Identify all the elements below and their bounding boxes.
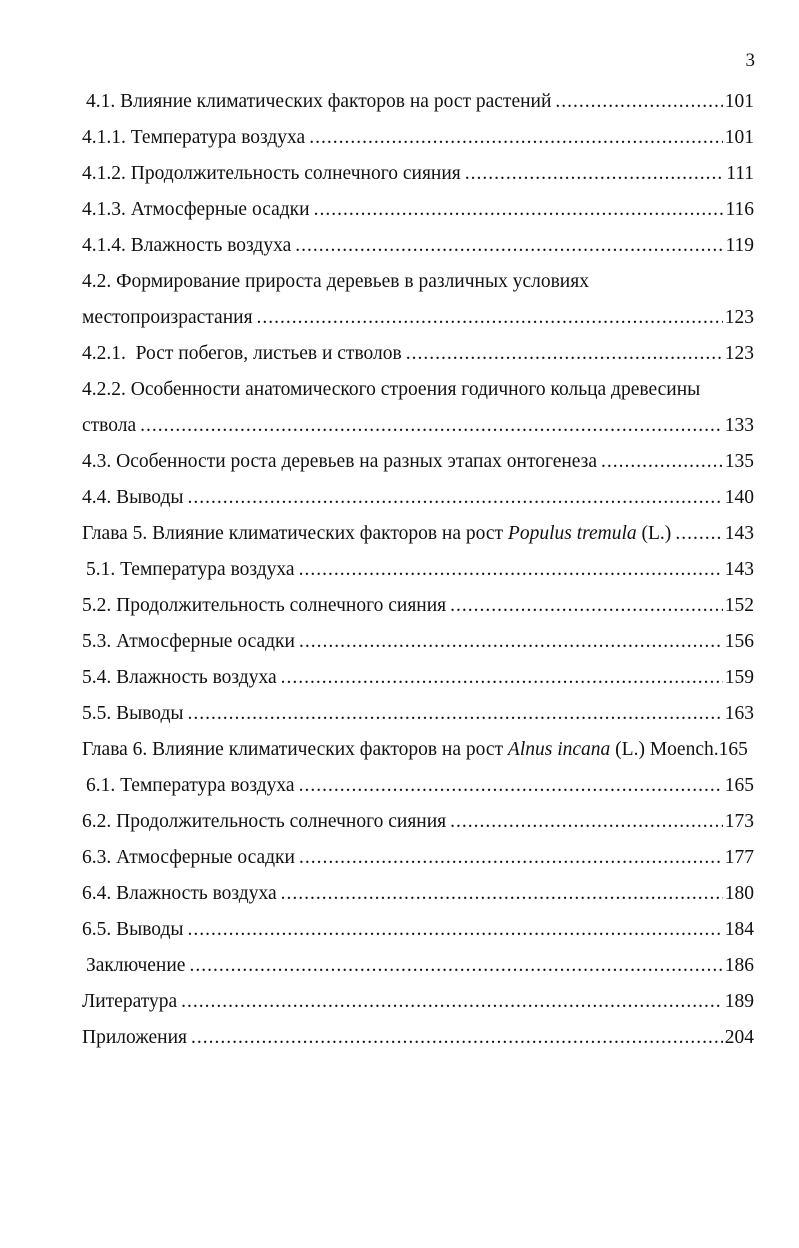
toc-entry[interactable] <box>82 984 754 1020</box>
dot-leader <box>188 480 723 516</box>
toc-entry[interactable] <box>82 1020 754 1056</box>
toc-entry[interactable] <box>82 408 754 444</box>
dot-leader <box>191 1020 723 1056</box>
toc-entry-page: 184 <box>724 919 754 940</box>
toc-entry[interactable] <box>82 804 754 840</box>
dot-leader <box>450 588 723 624</box>
toc-entry-page: 116 <box>725 199 754 220</box>
toc-entry-page: 156 <box>724 631 754 652</box>
toc-entry[interactable] <box>82 480 754 516</box>
toc-entry-page: 101 <box>724 91 754 112</box>
dot-leader <box>188 696 723 732</box>
toc-entry-page: 165 <box>724 775 754 796</box>
toc-entry-label: 4.3. Особенности роста деревьев на разных этапах онтогенеза <box>82 451 598 472</box>
dot-leader <box>675 516 722 552</box>
toc-entry[interactable] <box>82 336 754 372</box>
toc-entry-label: 4.2.1. Рост побегов, листьев и стволов <box>82 343 402 364</box>
toc-entry-page: 186 <box>724 955 754 976</box>
toc-entry-label: ствола <box>82 415 137 436</box>
toc-entry-page: 135 <box>724 451 754 472</box>
dot-leader <box>299 624 723 660</box>
toc-entry-label: 6.1. Температура воздуха <box>86 775 295 796</box>
toc-entry-page: 159 <box>724 667 754 688</box>
dot-leader <box>299 552 723 588</box>
toc-entry-page: 177 <box>724 847 754 868</box>
toc-entry-label: 6.5. Выводы <box>82 919 184 940</box>
toc-entry-page: 189 <box>724 991 754 1012</box>
species-author: (L.) <box>636 523 672 544</box>
toc-entry[interactable] <box>82 696 754 732</box>
dot-leader <box>450 804 723 840</box>
toc-entry[interactable] <box>82 912 754 948</box>
toc-entry[interactable] <box>82 588 754 624</box>
toc-entry-label: 6.2. Продолжительность солнечного сияния <box>82 811 447 832</box>
dot-leader <box>555 84 722 120</box>
dot-leader <box>465 156 724 192</box>
toc-entry[interactable] <box>82 552 754 588</box>
toc-entry[interactable] <box>82 948 754 984</box>
toc-entry-label: 4.1.1. Температура воздуха <box>82 127 306 148</box>
toc-entry[interactable] <box>82 120 754 156</box>
dot-leader <box>188 912 723 948</box>
toc-entry[interactable] <box>82 876 754 912</box>
toc-entry-page: 123 <box>724 343 754 364</box>
dot-leader <box>295 228 723 264</box>
toc-entry[interactable] <box>82 768 754 804</box>
toc-entry[interactable] <box>82 300 754 336</box>
toc-entry-heading[interactable] <box>82 264 754 300</box>
dot-leader <box>181 984 723 1020</box>
toc-entry-page: 204 <box>724 1027 754 1048</box>
toc-entry-label: 4.4. Выводы <box>82 487 184 508</box>
toc-entry-page: 133 <box>724 415 754 436</box>
dot-leader <box>314 192 724 228</box>
toc-entry-label: 4.1.3. Атмосферные осадки <box>82 199 310 220</box>
species-name: Populus tremula <box>507 523 637 544</box>
toc-entry-page: 140 <box>724 487 754 508</box>
toc-entry-label: Литература <box>82 991 178 1012</box>
table-of-contents <box>82 84 754 1056</box>
toc-entry[interactable] <box>82 624 754 660</box>
dot-leader <box>299 840 723 876</box>
toc-entry-label: 5.4. Влажность воздуха <box>82 667 277 688</box>
toc-entry-chapter-5[interactable] <box>82 516 754 552</box>
toc-entry-label: Заключение <box>86 955 186 976</box>
toc-entry-label: 4.1.4. Влажность воздуха <box>82 235 292 256</box>
toc-entry-page: 119 <box>725 235 754 256</box>
species-author: (L.) Moench. <box>610 739 719 760</box>
toc-entry-label: 5.1. Температура воздуха <box>86 559 295 580</box>
toc-entry-heading[interactable] <box>82 372 754 408</box>
toc-entry-label: 4.1.2. Продолжительность солнечного сияния <box>82 163 461 184</box>
toc-entry[interactable] <box>82 840 754 876</box>
chapter-title: Глава 5. Влияние климатических факторов на рост <box>82 523 508 544</box>
toc-entry-label: 6.3. Атмосферные осадки <box>82 847 295 868</box>
dot-leader <box>140 408 723 444</box>
toc-entry-page: 163 <box>724 703 754 724</box>
dot-leader <box>406 336 723 372</box>
toc-entry-page: 101 <box>724 127 754 148</box>
dot-leader <box>257 300 723 336</box>
chapter-title: Глава 6. Влияние климатических факторов на рост <box>82 739 508 760</box>
toc-entry-chapter-6[interactable] <box>82 732 754 768</box>
toc-entry[interactable] <box>82 228 754 264</box>
toc-entry-page: 143 <box>724 559 754 580</box>
toc-entry-label: Приложения <box>82 1027 187 1048</box>
dot-leader <box>309 120 723 156</box>
dot-leader <box>189 948 722 984</box>
toc-entry-page: 111 <box>726 163 754 184</box>
dot-leader <box>281 876 723 912</box>
toc-entry-label: 5.2. Продолжительность солнечного сияния <box>82 595 447 616</box>
toc-entry-label: 4.2.2. Особенности анатомического строения годичного кольца древесины <box>82 379 701 400</box>
page-number: 3 <box>745 50 755 71</box>
toc-entry[interactable] <box>82 84 754 120</box>
toc-entry-label: 6.4. Влажность воздуха <box>82 883 277 904</box>
toc-entry-page: 165 <box>718 739 748 760</box>
toc-entry-page: 152 <box>724 595 754 616</box>
dot-leader <box>601 444 723 480</box>
toc-entry-label: 4.2. Формирование прироста деревьев в различных условиях <box>82 271 589 292</box>
toc-entry-page: 123 <box>724 307 754 328</box>
toc-entry[interactable] <box>82 660 754 696</box>
toc-entry-label <box>82 732 719 768</box>
dot-leader <box>281 660 723 696</box>
toc-entry-page: 143 <box>724 523 754 544</box>
toc-entry-label: 5.5. Выводы <box>82 703 184 724</box>
toc-entry[interactable] <box>82 444 754 480</box>
toc-entry-label: местопроизрастания <box>82 307 253 328</box>
toc-entry-label: 4.1. Влияние климатических факторов на рост растений <box>86 91 552 112</box>
toc-entry-page: 180 <box>724 883 754 904</box>
toc-entry[interactable] <box>82 156 754 192</box>
toc-entry-page: 173 <box>724 811 754 832</box>
toc-entry-label: 5.3. Атмосферные осадки <box>82 631 295 652</box>
species-name: Alnus incana <box>507 739 611 760</box>
toc-entry[interactable] <box>82 192 754 228</box>
toc-entry-label <box>82 516 671 552</box>
dot-leader <box>299 768 723 804</box>
